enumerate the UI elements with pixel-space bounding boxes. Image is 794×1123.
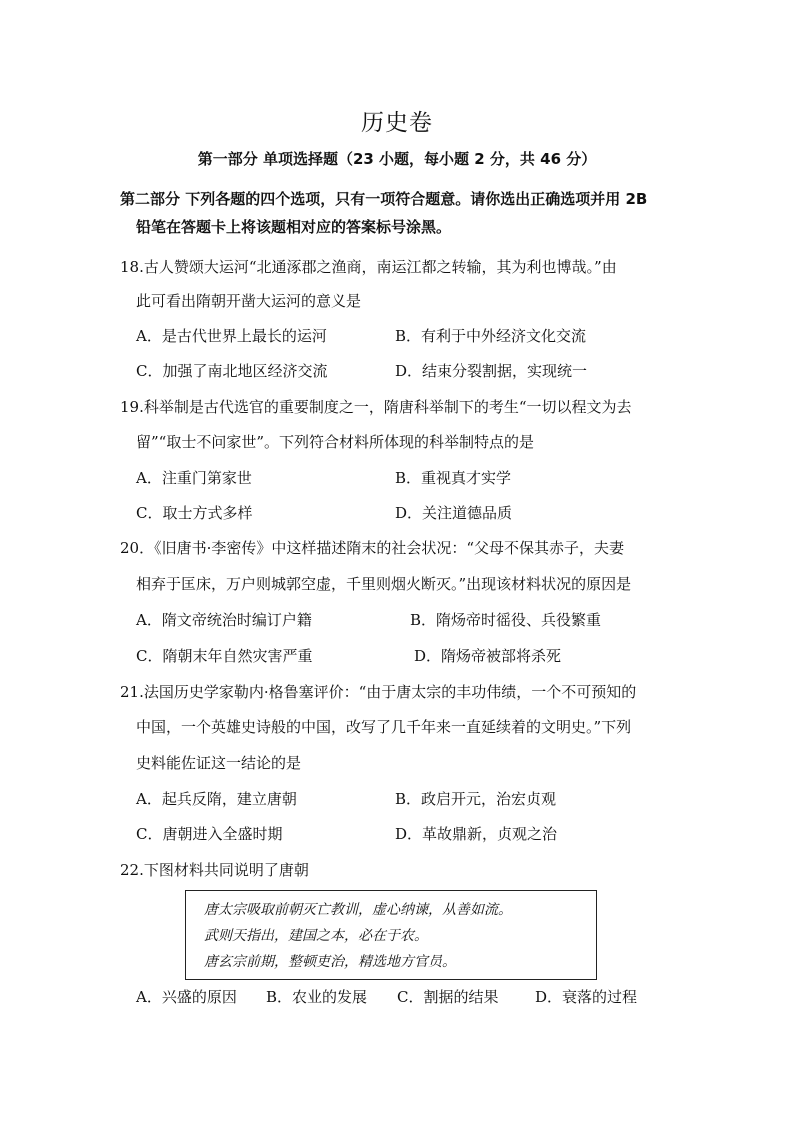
question-stem-line: 相弃于匡床，万户则城郭空虚，千里则烟火断灭。”出现该材料状况的原因是 bbox=[136, 575, 632, 593]
part-two-instruction-line2: 铅笔在答题卡上将该题相对应的答案标号涂黑。 bbox=[136, 218, 452, 236]
question-stem-line: 此可看出隋朝开凿大运河的意义是 bbox=[136, 292, 362, 310]
question-stem-line: 18.古人赞颂大运河“北通涿郡之渔商，南运江都之转输，其为利也博哉。”由 bbox=[120, 258, 617, 276]
option-c: C．割据的结果 bbox=[397, 988, 499, 1006]
option-b: B．重视真才实学 bbox=[395, 469, 512, 487]
option-a: A．隋文帝统治时编订户籍 bbox=[136, 611, 312, 629]
source-material-box bbox=[185, 890, 597, 980]
option-a: A．是古代世界上最长的运河 bbox=[136, 327, 327, 345]
option-c: C．取士方式多样 bbox=[136, 504, 253, 522]
option-c: C．唐朝进入全盛时期 bbox=[136, 825, 283, 843]
option-d: D．衰落的过程 bbox=[535, 988, 638, 1006]
option-b: B．有利于中外经济文化交流 bbox=[395, 327, 587, 345]
question-stem-line: 19.科举制是古代选官的重要制度之一，隋唐科举制下的考生“一切以程文为去 bbox=[120, 398, 632, 416]
option-a: A．起兵反隋，建立唐朝 bbox=[136, 790, 297, 808]
question-stem-line: 22.下图材料共同说明了唐朝 bbox=[120, 861, 309, 879]
part-one-heading: 第一部分 单项选择题（23 小题，每小题 2 分，共 46 分） bbox=[197, 150, 597, 168]
option-a: A．兴盛的原因 bbox=[136, 988, 237, 1006]
part-two-instruction-line1: 第二部分 下列各题的四个选项，只有一项符合题意。请你选出正确选项并用 2B bbox=[120, 190, 648, 208]
option-d: D．隋炀帝被部将杀死 bbox=[414, 647, 562, 665]
question-stem-line: 20．《旧唐书·李密传》中这样描述隋末的社会状况：“父母不保其赤子，夫妻 bbox=[120, 539, 625, 557]
page-title: 历史卷 bbox=[361, 110, 433, 136]
option-c: C．加强了南北地区经济交流 bbox=[136, 362, 328, 380]
question-stem-line: 留”“取士不问家世”。下列符合材料所体现的科举制特点的是 bbox=[136, 433, 535, 451]
question-stem-line: 史料能佐证这一结论的是 bbox=[136, 754, 302, 772]
option-d: D．革故鼎新，贞观之治 bbox=[395, 825, 558, 843]
source-material-line: 唐太宗吸取前朝灭亡教训，虚心纳谏，从善如流。 bbox=[204, 902, 512, 918]
option-b: B．农业的发展 bbox=[266, 988, 368, 1006]
question-stem-line: 中国，一个英雄史诗般的中国，改写了几千年来一直延续着的文明史。”下列 bbox=[136, 718, 632, 736]
option-c: C．隋朝末年自然灾害严重 bbox=[136, 647, 313, 665]
source-material-line: 唐玄宗前期，整顿吏治，精选地方官员。 bbox=[204, 954, 456, 970]
option-a: A．注重门第家世 bbox=[136, 469, 252, 487]
option-d: D．关注道德品质 bbox=[395, 504, 513, 522]
question-stem-line: 21.法国历史学家勒内·格鲁塞评价：“由于唐太宗的丰功伟绩，一个不可预知的 bbox=[120, 683, 637, 701]
option-d: D．结束分裂割据，实现统一 bbox=[395, 362, 588, 380]
option-b: B．隋炀帝时徭役、兵役繁重 bbox=[410, 611, 602, 629]
option-b: B．政启开元，治宏贞观 bbox=[395, 790, 557, 808]
source-material-line: 武则天指出，建国之本，必在于农。 bbox=[204, 928, 428, 944]
